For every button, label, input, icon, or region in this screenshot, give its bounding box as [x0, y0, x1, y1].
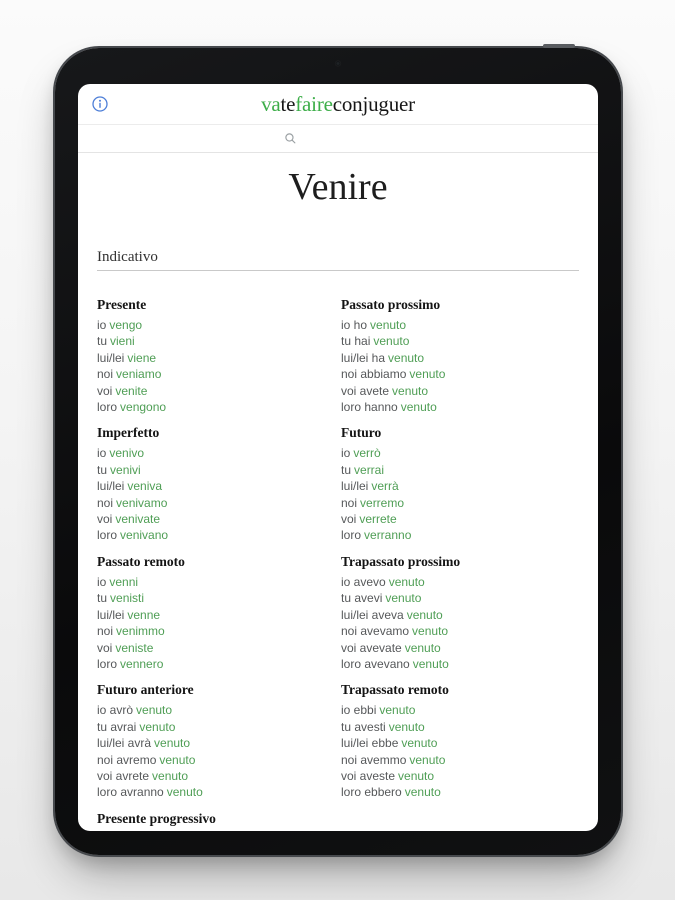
verb-form: verrò	[353, 446, 381, 461]
pronoun: tu	[97, 591, 108, 606]
tense-title: Trapassato prossimo	[341, 553, 461, 569]
mood-heading: Indicativo	[97, 249, 579, 271]
verb-form: venivamo	[116, 495, 168, 510]
pronoun: lui/lei ha	[341, 350, 386, 365]
pronoun: lui/lei	[97, 479, 125, 494]
verb-form: venuto	[398, 768, 435, 783]
verb-form: venuto	[385, 591, 422, 606]
pronoun: voi	[341, 512, 357, 527]
pronoun: io avevo	[341, 574, 386, 589]
pronoun: lui/lei avrà	[97, 736, 152, 751]
pronoun: lui/lei aveva	[341, 607, 404, 622]
tense-block-presente	[97, 296, 335, 415]
verb-form: viene	[127, 350, 157, 365]
tense-title: Presente progressivo	[97, 810, 216, 826]
tense-block-futuro-anteriore	[97, 681, 335, 800]
conjugation-row	[341, 317, 579, 333]
conjugation-row	[97, 719, 335, 735]
pronoun: loro	[341, 528, 362, 543]
pronoun: noi abbiamo	[341, 367, 407, 382]
verb-form: venite	[115, 383, 148, 398]
conjugation-row	[97, 317, 335, 333]
search-bar[interactable]	[78, 125, 598, 153]
conjugation-row	[97, 590, 335, 606]
conjugation-row	[341, 607, 579, 623]
conjugation-row	[341, 445, 579, 461]
verb-form: vengo	[109, 318, 143, 332]
pronoun: voi	[97, 640, 113, 655]
verb-form: venuto	[373, 334, 410, 349]
verb-form: veniamo	[116, 367, 162, 382]
pronoun: noi	[341, 495, 358, 510]
verb-form: vennero	[120, 656, 164, 671]
conjugation-row	[97, 399, 335, 415]
verb-form: venisti	[110, 591, 145, 606]
conjugation-row	[97, 511, 335, 527]
conjugation-row	[97, 768, 335, 784]
verb-form: venivate	[115, 512, 161, 527]
pronoun: io	[97, 318, 107, 332]
verb-form: veniva	[127, 479, 163, 494]
pronoun: loro hanno	[341, 400, 398, 415]
verb-form: verrete	[359, 512, 397, 527]
conjugation-row	[341, 702, 579, 718]
pronoun: voi	[97, 383, 113, 398]
conjugation-row	[341, 462, 579, 478]
pronoun: noi avevamo	[341, 624, 410, 639]
conjugation-row	[341, 656, 579, 672]
conjugation-row	[97, 702, 335, 718]
pronoun: io ho	[341, 318, 368, 332]
tense-title: Trapassato remoto	[341, 682, 449, 698]
tense-title: Passato remoto	[97, 553, 185, 569]
pronoun: lui/lei ebbe	[341, 736, 399, 751]
conjugation-row	[97, 574, 335, 590]
tablet-screen	[78, 84, 598, 831]
conjugation-row	[341, 495, 579, 511]
pronoun: io	[97, 446, 107, 461]
pronoun: loro	[97, 656, 118, 671]
tense-title: Futuro	[341, 425, 382, 441]
conjugation-row	[97, 784, 335, 800]
tense-block-imperfetto	[97, 424, 335, 543]
verb-form: venuto	[409, 367, 446, 382]
verb-form: venni	[109, 574, 139, 589]
pronoun: voi avete	[341, 383, 390, 398]
pronoun: tu	[97, 462, 108, 477]
tense-block-passato-remoto	[97, 553, 335, 672]
power-button	[543, 44, 575, 48]
conjugation-row	[341, 350, 579, 366]
verb-form: venuto	[139, 719, 176, 734]
tense-block-trapassato-remoto	[341, 681, 579, 800]
conjugation-row	[97, 640, 335, 656]
pronoun: loro avranno	[97, 785, 164, 800]
verb-form: venuto	[412, 656, 449, 671]
verb-form: venuto	[404, 785, 441, 800]
tense-block-presente-progressivo	[97, 810, 335, 831]
conjugation-row	[97, 623, 335, 639]
conjugation-row	[97, 752, 335, 768]
logo-part: faire	[295, 91, 333, 116]
pronoun: tu	[341, 462, 352, 477]
logo-part: va	[261, 91, 281, 116]
pronoun: noi avemmo	[341, 752, 407, 767]
verb-form: venuto	[406, 607, 443, 622]
verb-form: venivano	[120, 528, 169, 543]
conjugation-row	[341, 784, 579, 800]
tense-title: Presente	[97, 297, 147, 312]
conjugation-row	[341, 735, 579, 751]
tablet-frame	[55, 48, 621, 855]
tense-block-passato-prossimo	[341, 296, 579, 415]
conjugation-row	[97, 445, 335, 461]
conjugation-row	[341, 752, 579, 768]
conjugation-row	[341, 768, 579, 784]
pronoun: noi avremo	[97, 752, 157, 767]
conjugation-row	[97, 735, 335, 751]
verb-form: venuto	[412, 624, 449, 639]
pronoun: voi	[97, 512, 113, 527]
verb-form: venivo	[109, 446, 145, 461]
verb-form: venuto	[159, 752, 196, 767]
tense-block-futuro	[341, 424, 579, 543]
verb-form: vengono	[120, 400, 167, 415]
conjugation-row	[341, 590, 579, 606]
conjugation-row	[341, 399, 579, 415]
verb-form: venuto	[401, 736, 438, 751]
verb-form: venuto	[152, 768, 189, 783]
verb-form: venimmo	[116, 624, 165, 639]
conjugation-row	[341, 574, 579, 590]
site-logo[interactable]	[78, 84, 598, 124]
conjugation-row	[97, 656, 335, 672]
pronoun: noi	[97, 495, 114, 510]
pronoun: lui/lei	[97, 607, 125, 622]
pronoun: tu	[97, 334, 108, 349]
pronoun: voi avrete	[97, 768, 150, 783]
verb-form: venuto	[400, 400, 437, 415]
verb-form: venuto	[136, 703, 173, 718]
verb-form: venuto	[388, 350, 425, 365]
pronoun: loro	[97, 528, 118, 543]
pronoun: loro avevano	[341, 656, 410, 671]
tense-title: Passato prossimo	[341, 297, 441, 312]
conjugation-row	[97, 607, 335, 623]
search-icon[interactable]	[284, 132, 297, 145]
conjugation-page	[78, 165, 598, 831]
conjugation-row	[97, 495, 335, 511]
conjugation-row	[341, 719, 579, 735]
pronoun: lui/lei	[341, 479, 369, 494]
conjugation-row	[341, 527, 579, 543]
tense-grid	[97, 296, 579, 831]
pronoun: tu avevi	[341, 591, 383, 606]
verb-form: venuto	[388, 719, 425, 734]
conjugation-row	[341, 383, 579, 399]
conjugation-row	[341, 511, 579, 527]
pronoun: tu avrai	[97, 719, 137, 734]
conjugation-row	[97, 383, 335, 399]
conjugation-row	[97, 462, 335, 478]
verb-form: verremo	[360, 495, 405, 510]
logo-part: te	[280, 91, 296, 116]
conjugation-row	[341, 640, 579, 656]
pronoun: io ebbi	[341, 703, 377, 718]
pronoun: io	[341, 446, 351, 461]
verb-form: venne	[127, 607, 161, 622]
verb-form: vieni	[110, 334, 135, 349]
conjugation-row	[97, 366, 335, 382]
pronoun: tu avesti	[341, 719, 386, 734]
conjugation-row	[97, 527, 335, 543]
camera-icon	[336, 61, 341, 66]
conjugation-row	[341, 478, 579, 494]
pronoun: tu hai	[341, 334, 371, 349]
verb-form: venuto	[409, 752, 446, 767]
pronoun: lui/lei	[97, 350, 125, 365]
pronoun: io avrò	[97, 703, 134, 718]
pronoun: loro ebbero	[341, 785, 402, 800]
verb-form: verrà	[371, 479, 399, 494]
conjugation-row	[97, 350, 335, 366]
pronoun: voi avevate	[341, 640, 402, 655]
site-header	[78, 84, 598, 125]
verb-form: venuto	[379, 703, 416, 718]
conjugation-row	[341, 623, 579, 639]
verb-form: venuto	[166, 785, 203, 800]
verb-form: venuto	[388, 574, 425, 589]
verb-form: verranno	[364, 528, 412, 543]
verb-form: venuto	[154, 736, 191, 751]
page-title: Venire	[288, 166, 388, 208]
verb-form: verrai	[354, 462, 385, 477]
tense-title: Futuro anteriore	[97, 682, 194, 698]
conjugation-row	[97, 478, 335, 494]
pronoun: io	[97, 574, 107, 589]
verb-form: venuto	[370, 318, 407, 332]
pronoun: noi	[97, 367, 114, 382]
verb-form: venuto	[404, 640, 441, 655]
verb-form: venuto	[392, 383, 429, 398]
tense-block-trapassato-prossimo	[341, 553, 579, 672]
pronoun: voi aveste	[341, 768, 396, 783]
conjugation-row	[341, 366, 579, 382]
conjugation-row	[97, 333, 335, 349]
verb-form: venivi	[110, 462, 141, 477]
pronoun: noi	[97, 624, 114, 639]
pronoun: loro	[97, 400, 118, 415]
conjugation-row	[341, 333, 579, 349]
tense-title: Imperfetto	[97, 425, 160, 441]
verb-form: veniste	[115, 640, 154, 655]
logo-part: conjuguer	[332, 91, 415, 116]
